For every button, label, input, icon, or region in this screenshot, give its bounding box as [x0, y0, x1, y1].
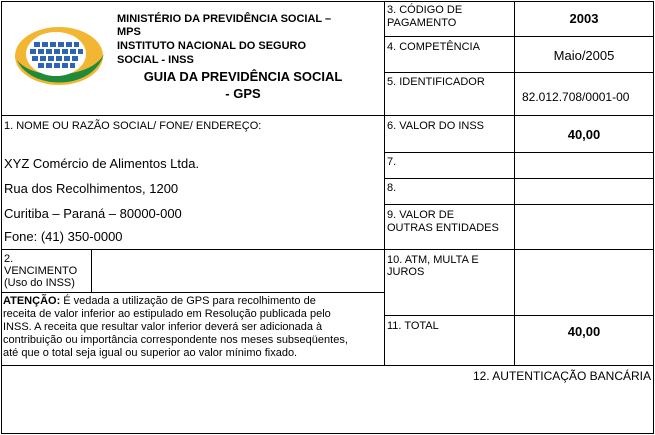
field-7-label: 7.	[387, 156, 397, 168]
warning-line-2: receita de valor inferior ao estipulado em Resolução publicada pelo	[3, 308, 331, 320]
field-8-label: 8.	[387, 182, 397, 194]
field-9-label-1: 9. VALOR DE	[387, 209, 455, 221]
field-9-label-2: OUTRAS ENTIDADES	[387, 222, 499, 234]
contributor-name: XYZ Comércio de Alimentos Ltda.	[4, 156, 200, 171]
warning-line-4: contribuição ou importância correspondente nos meses subseqüentes,	[3, 334, 348, 346]
field-7-value-cell	[514, 152, 654, 179]
field-5-label: 5. IDENTIFICADOR	[387, 76, 485, 88]
field-9-value-cell	[514, 204, 654, 250]
warning-line-1	[3, 295, 316, 308]
field-10-label-1: 10. ATM, MULTA E	[387, 254, 479, 266]
warning-text-1: É vedada a utilização de GPS para recolhimento de	[60, 295, 316, 307]
field-10-value-cell	[514, 249, 654, 316]
field-8-value-cell	[514, 178, 654, 205]
due-label-3: (Uso do INSS)	[4, 277, 75, 289]
payment-code-value: 2003	[569, 11, 599, 26]
previdencia-logo	[12, 20, 107, 90]
contributor-city: Curitiba – Paraná – 80000-000	[4, 206, 182, 221]
contributor-label: 1. NOME OU RAZÃO SOCIAL/ FONE/ ENDEREÇO:	[4, 120, 262, 132]
due-label-2: VENCIMENTO	[4, 265, 78, 277]
field-6-label: 6. VALOR DO INSS	[387, 120, 484, 132]
header-line-1: MINISTÉRIO DA PREVIDÊNCIA SOCIAL –	[117, 13, 332, 25]
field-3-label-2: PAGAMENTO	[387, 17, 457, 29]
contributor-phone: Fone: (41) 350-0000	[4, 229, 123, 244]
bank-authentication-label: 12. AUTENTICAÇÃO BANCÁRIA	[472, 369, 651, 383]
warning-line-5: até que o total seja igual ou superior ao valor mínimo fixado.	[3, 347, 298, 359]
due-label-1: 2.	[4, 253, 14, 265]
warning-heading: ATENÇÃO:	[3, 295, 61, 307]
header-line-3: INSTITUTO NACIONAL DO SEGURO	[117, 40, 307, 52]
form-title-line-1: GUIA DA PREVIDÊNCIA SOCIAL	[143, 69, 343, 84]
competence-value: Maio/2005	[553, 48, 615, 63]
inss-value: 40,00	[567, 127, 601, 142]
field-3-label-1: 3. CÓDIGO DE	[387, 4, 463, 16]
header-line-2: MPS	[117, 26, 141, 38]
field-8-label-cell	[384, 178, 515, 205]
header-line-4: SOCIAL - INSS	[117, 54, 194, 66]
field-11-value-cell	[514, 315, 654, 366]
identifier-value: 82.012.708/0001-00	[522, 90, 630, 104]
total-value: 40,00	[567, 324, 601, 339]
field-11-label: 11. TOTAL	[387, 320, 439, 332]
field-4-label: 4. COMPETÊNCIA	[387, 41, 480, 53]
field-7-label-cell	[384, 152, 515, 179]
due-value-cell	[91, 249, 385, 293]
contributor-street: Rua dos Recolhimentos, 1200	[4, 181, 179, 196]
previdencia-logo-icon	[12, 20, 107, 90]
form-title-line-2: - GPS	[225, 86, 261, 101]
warning-line-3: INSS. A receita que resultar valor inferior deverá ser adicionada à	[3, 321, 323, 333]
field-10-label-2: JUROS	[387, 266, 425, 278]
